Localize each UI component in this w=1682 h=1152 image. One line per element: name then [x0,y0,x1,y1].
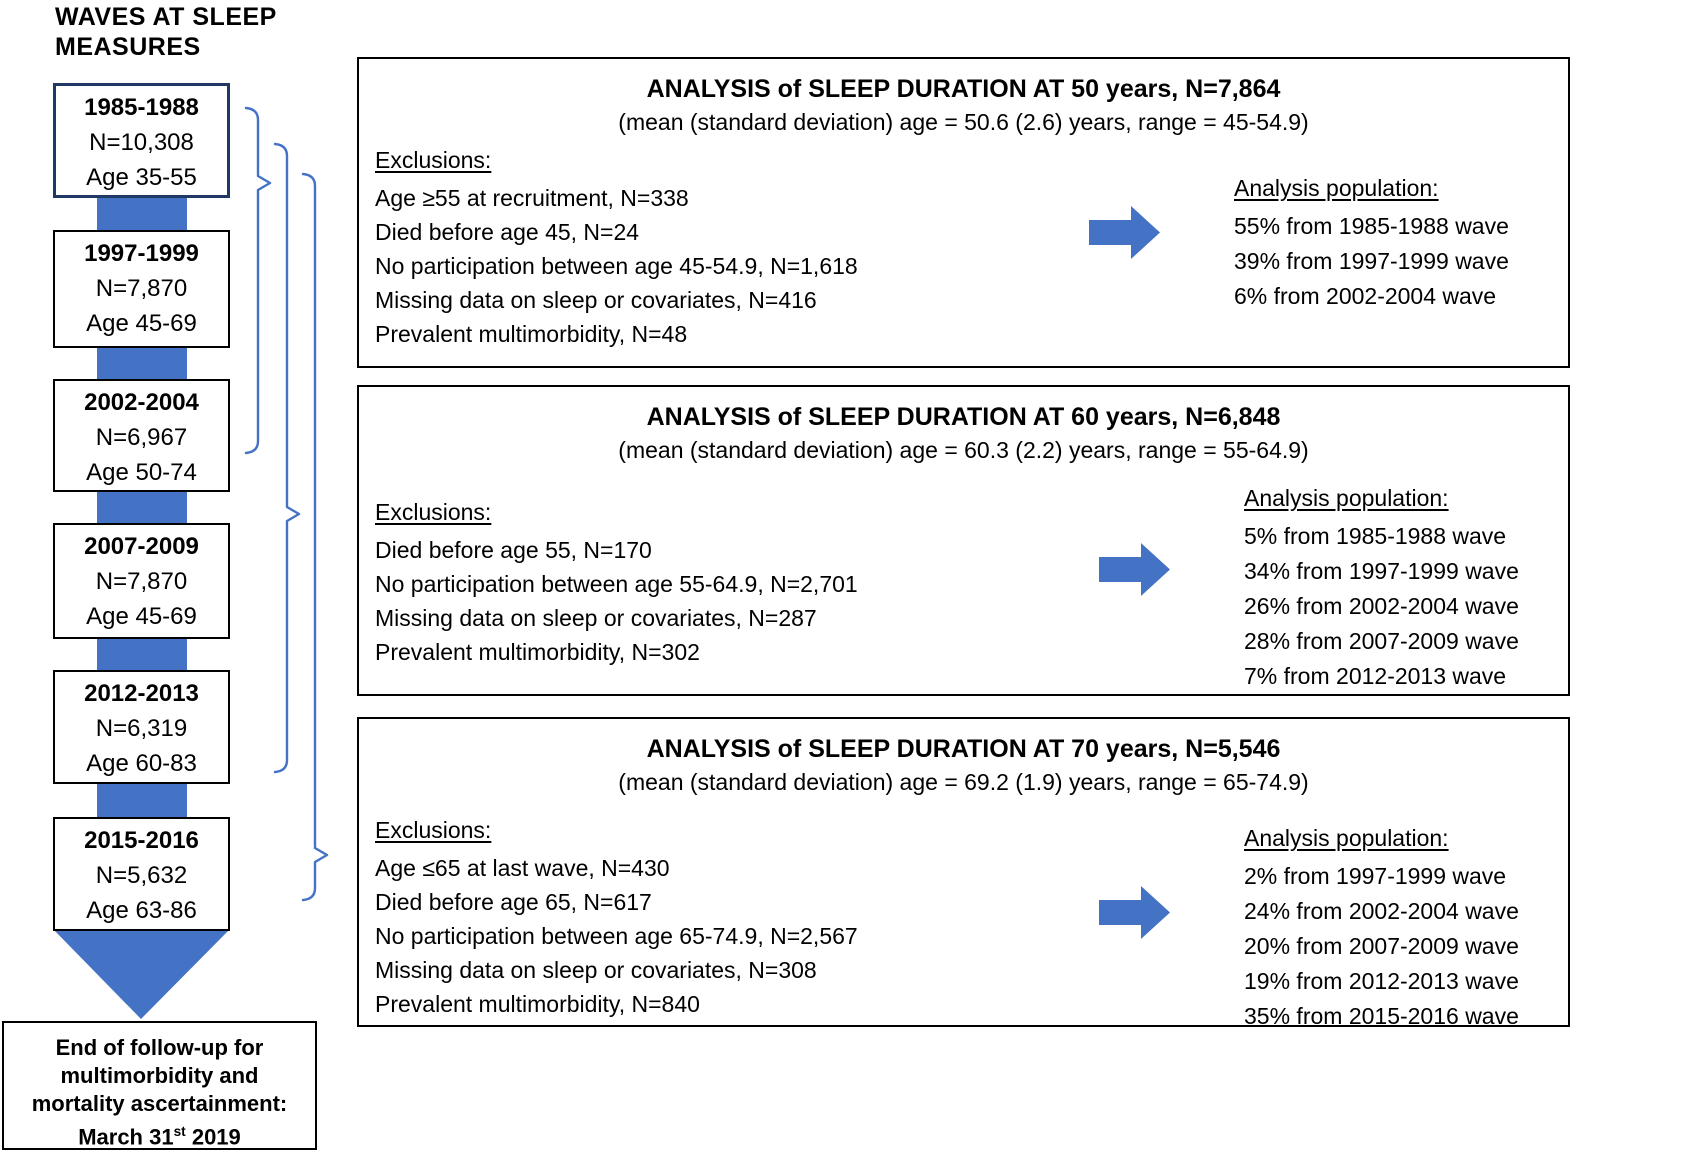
wave-box-1997-1999 [53,230,230,348]
wave-years: 1985-1988 [84,94,199,121]
wave-years: 2007-2009 [84,533,199,560]
exclusion-item: Missing data on sleep or covariates, N=287 [375,605,817,631]
wave-box-2012-2013 [53,670,230,784]
wave-age: Age 60-83 [86,750,197,777]
wave-years: 2015-2016 [84,827,199,854]
population-block [1234,171,1509,314]
analysis-subtitle: (mean (standard deviation) age = 69.2 (1.9) years, range = 65-74.9) [618,769,1309,795]
population-item: 19% from 2012-2013 wave [1244,968,1519,994]
population-item: 26% from 2002-2004 wave [1244,593,1519,619]
analysis-box-60-years [357,385,1570,696]
wave-n: N=7,870 [95,568,188,595]
wave-age: Age 35-55 [86,164,197,191]
wave-connector [97,196,187,232]
ordinal-superscript: st [173,1124,186,1139]
right-arrow-icon [1099,542,1171,597]
population-item: 34% from 1997-1999 wave [1244,558,1519,584]
population-label: Analysis population: [1234,175,1439,201]
end-box-line: multimorbidity and [60,1063,259,1088]
population-item: 55% from 1985-1988 wave [1234,213,1509,239]
analysis-box-50-years [357,57,1570,368]
bracket-analysis-70 [303,174,327,900]
population-label: Analysis population: [1244,485,1449,511]
wave-box-2002-2004 [53,379,230,492]
wave-box-2015-2016 [53,817,230,931]
exclusion-item: Died before age 55, N=170 [375,537,652,563]
population-item: 20% from 2007-2009 wave [1244,933,1519,959]
exclusion-item: Prevalent multimorbidity, N=302 [375,639,700,665]
exclusion-item: Died before age 65, N=617 [375,889,652,915]
population-item: 5% from 1985-1988 wave [1244,523,1507,549]
wave-n: N=10,308 [89,129,194,156]
exclusions-label: Exclusions: [375,499,492,525]
right-arrow-icon [1099,885,1171,940]
exclusion-item: Age ≤65 at last wave, N=430 [375,855,670,881]
wave-years: 1997-1999 [84,240,199,267]
analysis-title: ANALYSIS of SLEEP DURATION AT 60 years, N=6,848 [646,403,1281,431]
exclusion-item: Missing data on sleep or covariates, N=416 [375,287,817,313]
wave-connector [97,490,187,525]
wave-n: N=7,870 [95,275,188,302]
wave-connector [97,637,187,672]
analysis-title: ANALYSIS of SLEEP DURATION AT 70 years, N=5,546 [646,735,1281,763]
bracket-analysis-60 [275,144,299,772]
down-arrow-icon [53,929,230,1019]
wave-n: N=5,632 [95,862,188,889]
analysis-box-70-years [357,717,1570,1027]
wave-age: Age 63-86 [86,897,197,924]
exclusions-label: Exclusions: [375,147,492,173]
wave-years: 2012-2013 [84,680,199,707]
exclusions-block [375,143,858,351]
population-item: 7% from 2012-2013 wave [1244,663,1507,689]
analysis-subtitle: (mean (standard deviation) age = 50.6 (2.6) years, range = 45-54.9) [618,109,1309,135]
wave-years: 2002-2004 [84,389,199,416]
population-item: 24% from 2002-2004 wave [1244,898,1519,924]
analysis-subtitle: (mean (standard deviation) age = 60.3 (2.2) years, range = 55-64.9) [618,437,1309,463]
wave-n: N=6,319 [95,715,188,742]
right-arrow-icon [1089,205,1161,260]
exclusion-item: Age ≥55 at recruitment, N=338 [375,185,689,211]
wave-n: N=6,967 [95,424,188,451]
population-item: 35% from 2015-2016 wave [1244,1003,1519,1029]
bracket-analysis-50 [246,108,270,453]
exclusion-item: Died before age 45, N=24 [375,219,640,245]
exclusions-block [375,813,858,1021]
population-item: 6% from 2002-2004 wave [1234,283,1497,309]
exclusion-item: Prevalent multimorbidity, N=840 [375,991,700,1017]
population-item: 28% from 2007-2009 wave [1244,628,1519,654]
exclusions-block [375,495,858,669]
population-item: 39% from 1997-1999 wave [1234,248,1509,274]
end-box-line: End of follow-up for [55,1035,264,1060]
wave-box-2007-2009 [53,523,230,639]
end-box-line: mortality ascertainment: [31,1091,288,1116]
wave-age: Age 50-74 [86,459,197,486]
wave-box-1985-1988 [53,83,230,198]
page-title: WAVES AT SLEEP MEASURES [55,3,277,61]
population-label: Analysis population: [1244,825,1449,851]
wave-connector [97,346,187,381]
exclusion-item: Prevalent multimorbidity, N=48 [375,321,688,347]
exclusion-item: Missing data on sleep or covariates, N=308 [375,957,817,983]
wave-age: Age 45-69 [86,310,197,337]
population-block [1244,821,1519,1034]
exclusion-item: No participation between age 55-64.9, N=2,701 [375,571,858,597]
wave-connector [97,782,187,819]
exclusions-label: Exclusions: [375,817,492,843]
wave-age: Age 45-69 [86,603,197,630]
population-item: 2% from 1997-1999 wave [1244,863,1507,889]
exclusion-item: No participation between age 65-74.9, N=2,567 [375,923,858,949]
end-box-date: March 31st 2019 [78,1124,241,1150]
population-block [1244,481,1519,694]
end-of-followup-box [2,1021,317,1150]
analysis-title: ANALYSIS of SLEEP DURATION AT 50 years, N=7,864 [646,75,1281,103]
exclusion-item: No participation between age 45-54.9, N=1,618 [375,253,858,279]
